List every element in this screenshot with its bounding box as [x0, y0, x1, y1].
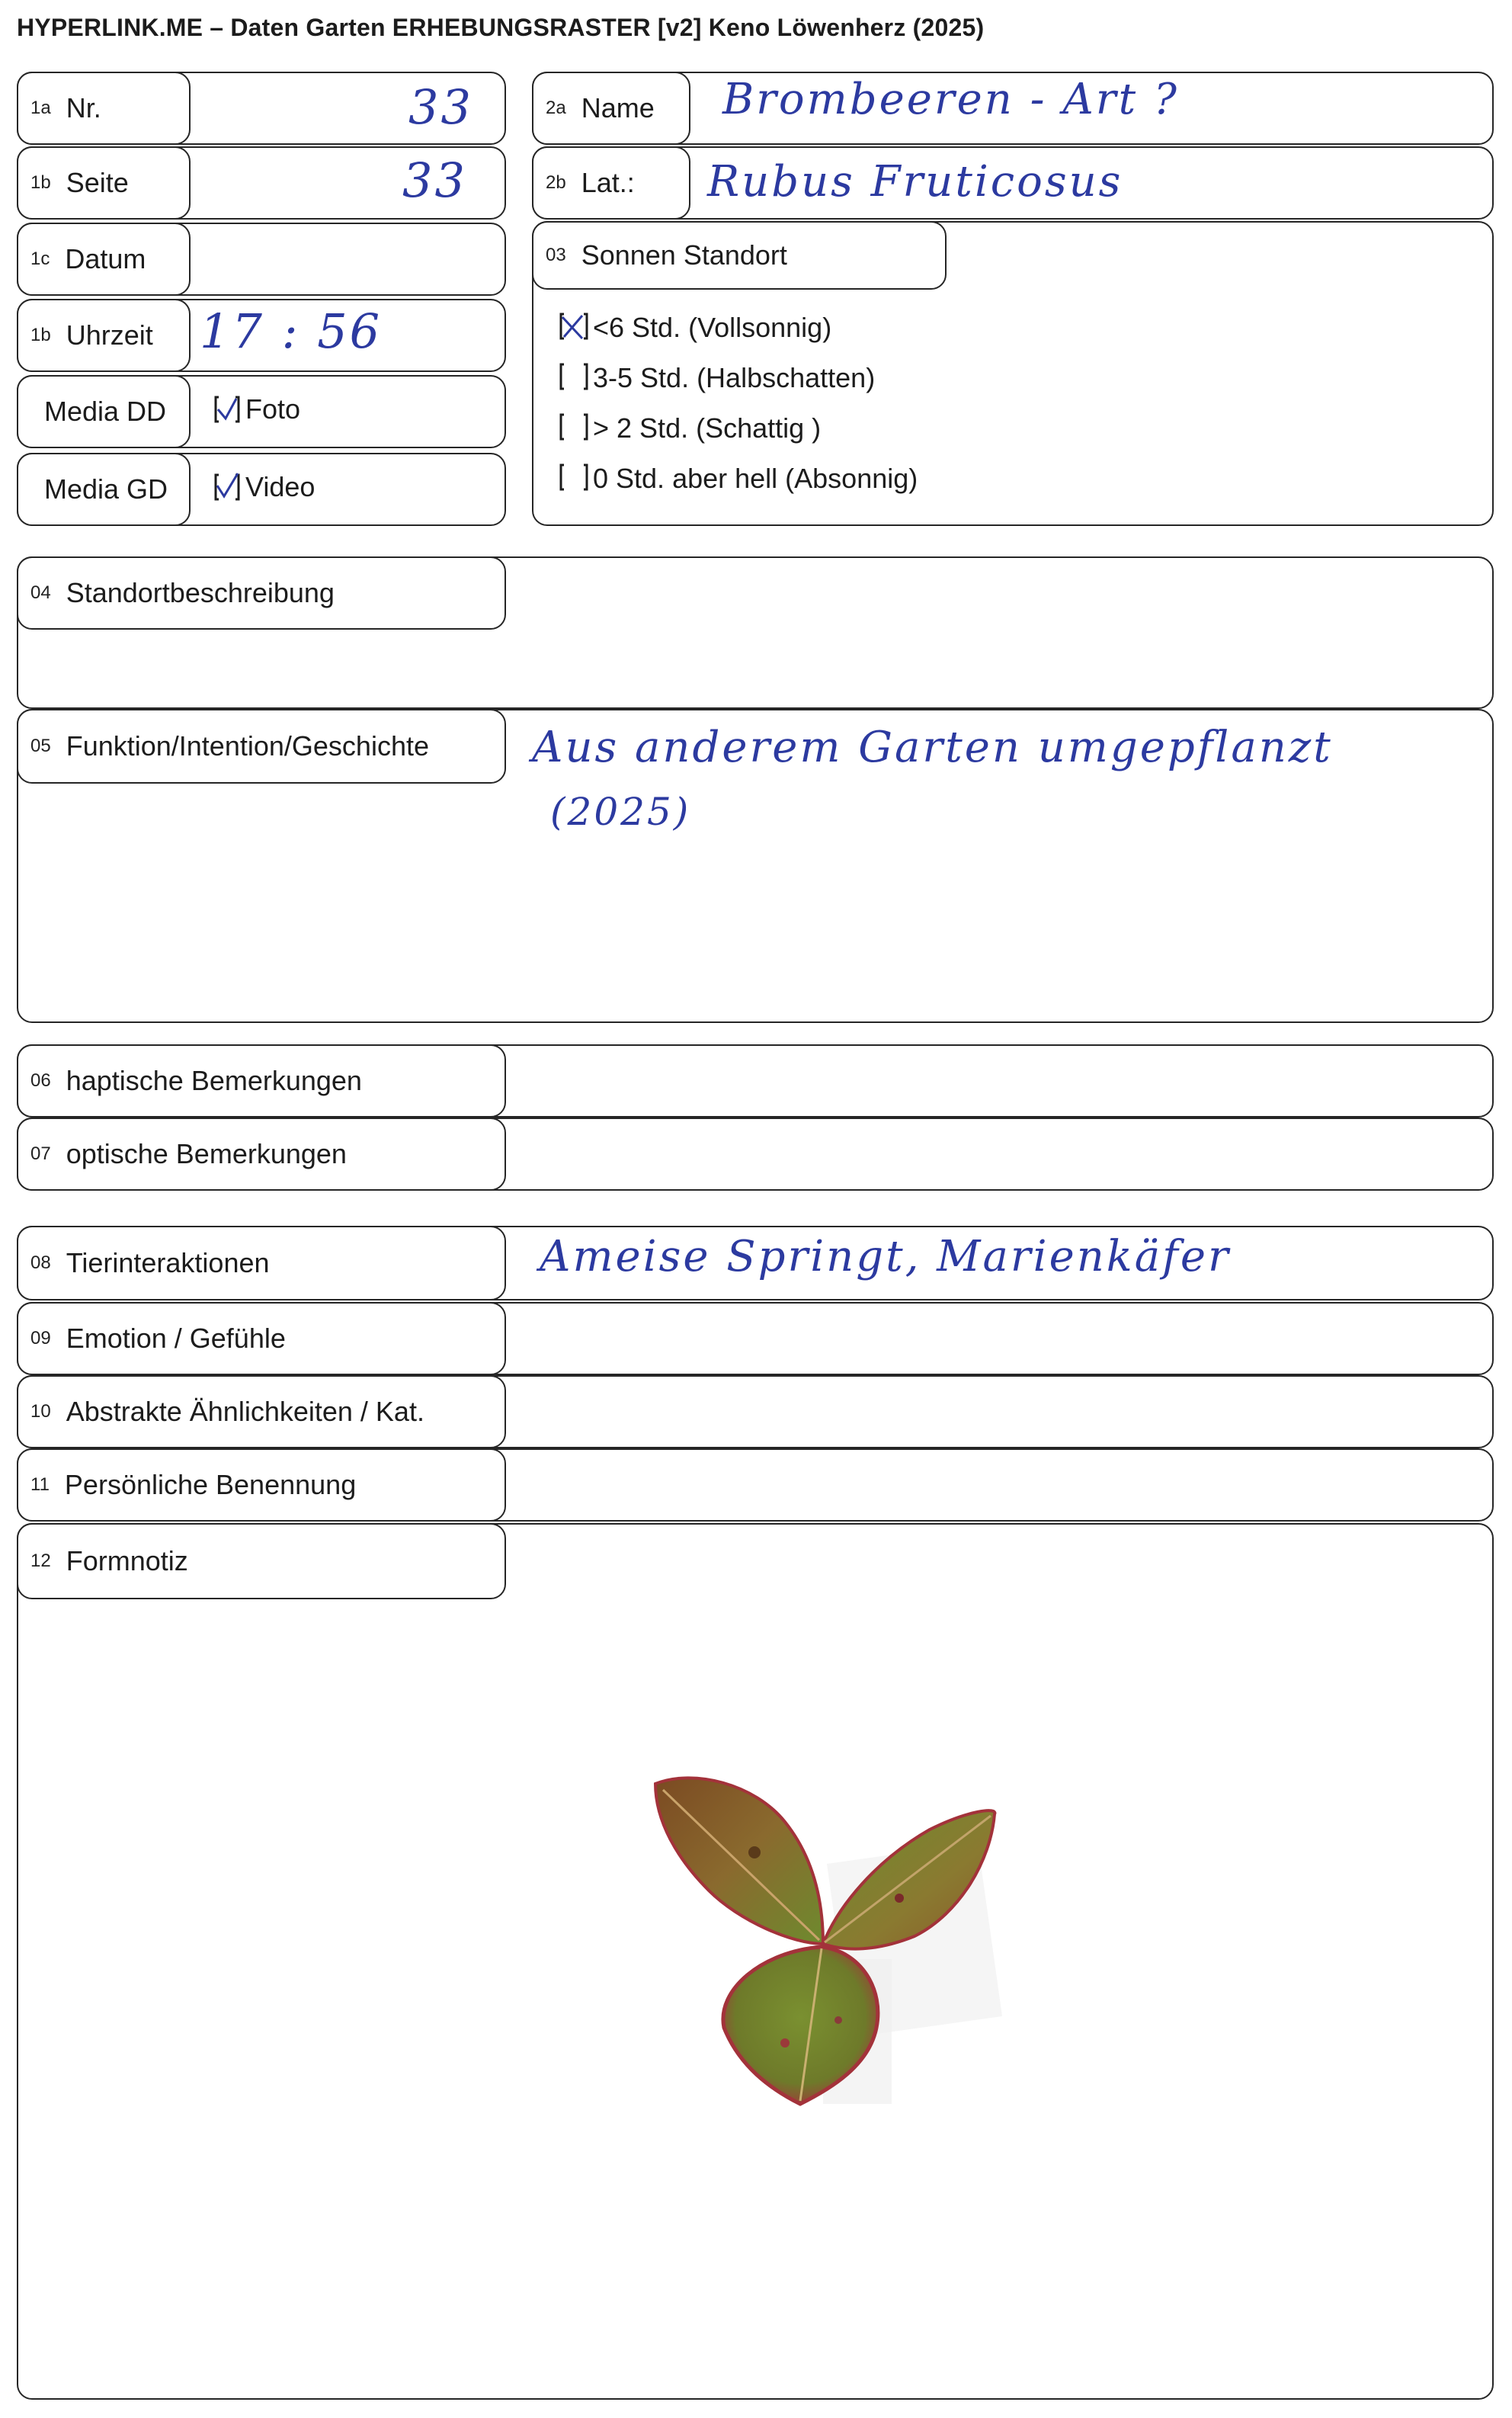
uhrzeit-label-tab [17, 299, 191, 372]
seite-label-tab [17, 146, 191, 220]
nr-number: 1a [30, 98, 51, 118]
media-gd-option[interactable] [213, 471, 315, 503]
sonnen-option-1-label: 3-5 Std. (Halbschatten) [593, 362, 876, 393]
s05-number: 05 [30, 736, 51, 756]
s08-label: Tierinteraktionen [66, 1247, 270, 1278]
page-title: HYPERLINK.ME – Daten Garten ERHEBUNGSRASTER [v2] Keno Löwenherz (2025) [17, 14, 985, 41]
s05-value-line2[interactable]: (2025) [550, 790, 691, 834]
sonnen-label-tab [532, 221, 947, 290]
seite-number: 1b [30, 172, 51, 193]
s06-label-tab [17, 1044, 506, 1118]
uhrzeit-number: 1b [30, 325, 51, 345]
datum-number: 1c [30, 249, 50, 269]
sonnen-option-3-label: 0 Std. aber hell (Absonnig) [593, 463, 918, 494]
s07-label: optische Bemerkungen [66, 1138, 347, 1169]
nr-label: Nr. [66, 92, 101, 123]
name-label: Name [581, 92, 655, 123]
media-dd-label: Media DD [44, 396, 167, 427]
s08-value[interactable]: Ameise Springt, Marienkäfer [540, 1232, 1231, 1281]
s09-label: Emotion / Gefühle [66, 1323, 286, 1354]
datum-label-tab [17, 223, 191, 296]
s05-label: Funktion/Intention/Geschichte [66, 730, 429, 762]
s12-number: 12 [30, 1551, 51, 1571]
media-gd-label-tab [17, 453, 191, 526]
sonnen-option-0[interactable] [558, 311, 831, 344]
sonnen-option-2-label: > 2 Std. (Schattig ) [593, 412, 822, 444]
name-number: 2a [546, 98, 566, 118]
uhrzeit-label: Uhrzeit [66, 319, 153, 351]
s07-label-tab [17, 1118, 506, 1191]
sonnen-option-3[interactable] [558, 462, 918, 495]
s04-label: Standortbeschreibung [66, 577, 335, 608]
video-checkbox-icon[interactable] [213, 472, 241, 502]
s08-number: 08 [30, 1252, 51, 1273]
datum-label: Datum [65, 243, 146, 274]
s05-value-line1[interactable]: Aus anderem Garten umgepflanzt [532, 723, 1333, 772]
sonnen-number: 03 [546, 245, 566, 265]
foto-option-label: Foto [245, 393, 301, 425]
sonnen-option-2[interactable] [558, 412, 821, 444]
lat-number: 2b [546, 172, 566, 193]
nr-value[interactable]: 33 [408, 79, 473, 135]
s04-label-tab [17, 556, 506, 630]
name-label-tab [532, 72, 690, 145]
s07-number: 07 [30, 1143, 51, 1164]
sonnen-option-0-label: <6 Std. (Vollsonnig) [593, 312, 832, 343]
seite-label: Seite [66, 167, 129, 198]
sonnen-checkbox-checked-icon[interactable] [558, 311, 593, 344]
lat-label: Lat.: [581, 167, 635, 198]
media-dd-option[interactable] [213, 393, 300, 425]
pressed-leaf-icon [648, 1769, 1006, 2112]
sonnen-option-1[interactable] [558, 361, 875, 394]
s06-label: haptische Bemerkungen [66, 1065, 362, 1096]
s08-label-tab [17, 1226, 506, 1300]
s11-label: Persönliche Benennung [64, 1469, 357, 1500]
name-value[interactable]: Brombeeren - Art ? [722, 75, 1179, 124]
foto-checkbox-icon[interactable] [213, 394, 241, 425]
sonnen-label: Sonnen Standort [581, 239, 787, 271]
s12-label: Formnotiz [66, 1545, 188, 1576]
s10-label-tab [17, 1375, 506, 1448]
s05-label-tab [17, 709, 506, 784]
s12-label-tab [17, 1523, 506, 1599]
sonnen-checkbox-icon[interactable] [558, 361, 593, 394]
seite-value[interactable]: 33 [402, 152, 467, 208]
nr-label-tab [17, 72, 191, 145]
sonnen-checkbox-icon[interactable] [558, 462, 593, 495]
video-option-label: Video [245, 471, 316, 502]
s06-number: 06 [30, 1070, 51, 1091]
lat-label-tab [532, 146, 690, 220]
uhrzeit-value[interactable]: 17 : 56 [200, 303, 383, 359]
sonnen-checkbox-icon[interactable] [558, 412, 593, 444]
s11-number: 11 [30, 1474, 50, 1495]
s11-label-tab [17, 1448, 506, 1522]
media-gd-label: Media GD [44, 473, 168, 505]
s09-number: 09 [30, 1328, 51, 1348]
media-dd-label-tab [17, 375, 191, 448]
s09-label-tab [17, 1302, 506, 1375]
s10-label: Abstrakte Ähnlichkeiten / Kat. [66, 1396, 424, 1427]
lat-value[interactable]: Rubus Fruticosus [707, 157, 1123, 207]
s10-number: 10 [30, 1401, 51, 1422]
s04-number: 04 [30, 582, 51, 603]
